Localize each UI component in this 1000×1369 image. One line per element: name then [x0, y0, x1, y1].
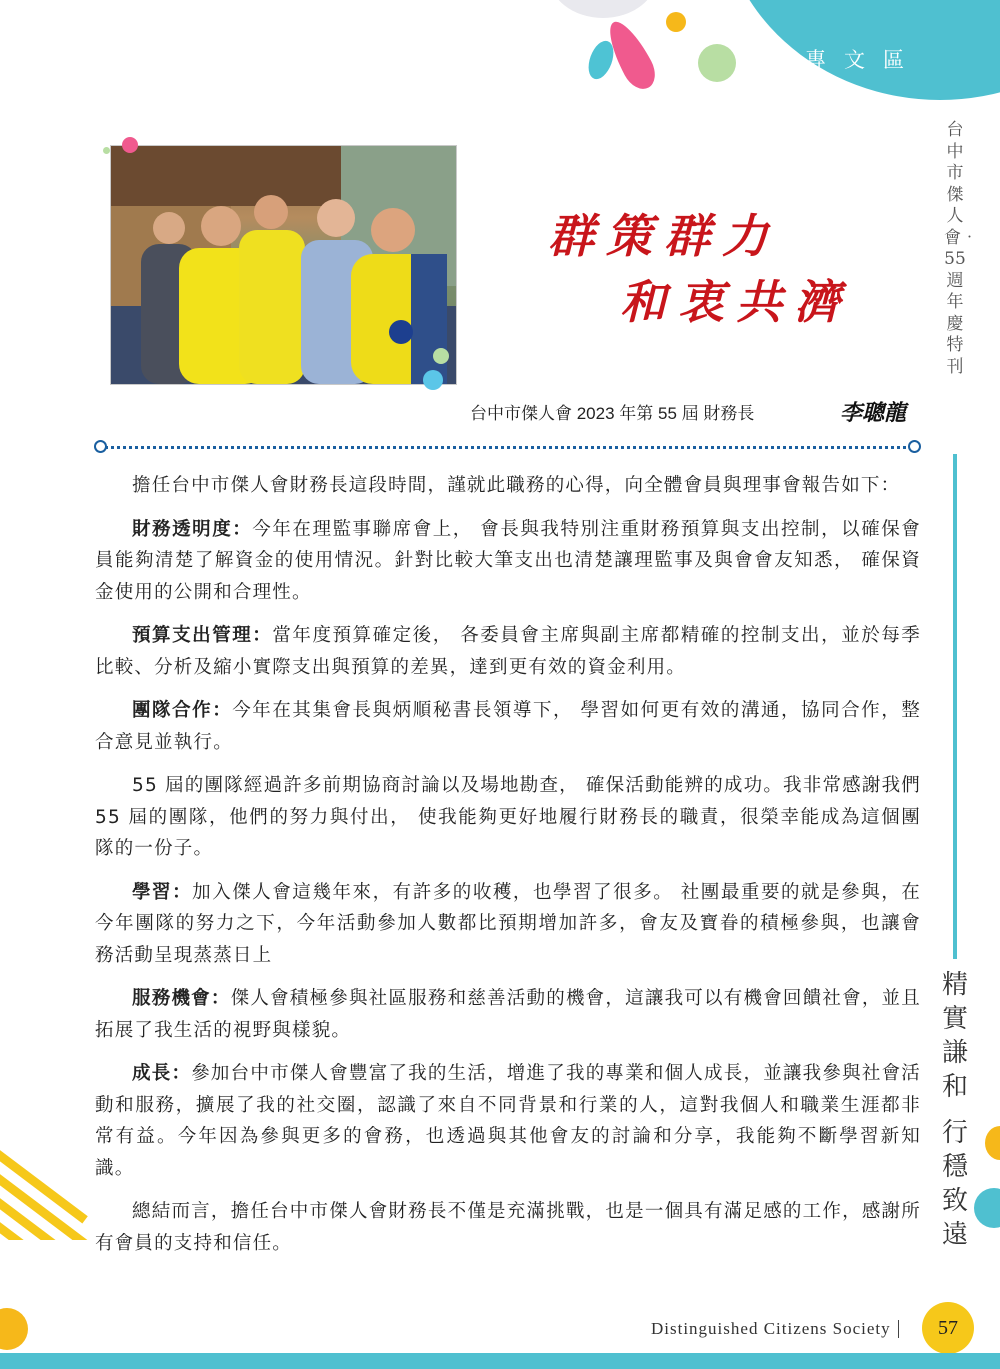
article-body: [95, 470, 921, 1271]
paragraph: 財務透明度：今年在理監事聯席會上， 會長與我特別注重財務預算與支出控制，以確保會員能夠清楚了解資金的使用情況。針對比較大筆支出也清楚讓理監事及與會會友知悉， 確保資金使用的公開和合理性。: [95, 518, 921, 603]
paragraph: 預算支出管理：當年度預算確定後， 各委員會主席與副主席都精確的控制支出，並於每季比較、分析及縮小實際支出與預算的差異，達到更有效的資金利用。: [95, 625, 921, 678]
paragraph: 學習：加入傑人會這幾年來，有許多的收穫，也學習了很多。 社團最重要的就是參與，在今年團隊的努力之下，今年活動參加人數都比預期增加許多，會友及寶眷的積極參與，也讓會務活動呈現蒸蒸日上: [95, 881, 921, 966]
group-photo: [110, 145, 457, 385]
paragraph-lead: 財務透明度：: [132, 518, 253, 540]
photo-decor-dot: [122, 137, 138, 153]
paragraph: 服務機會：傑人會積極參與社區服務和慈善活動的機會，這讓我可以有機會回饋社會，並且拓展了我生活的視野與樣貌。: [95, 988, 921, 1041]
paragraph: 總結而言，擔任台中市傑人會財務長不僅是充滿挑戰，也是一個具有滿足感的工作，感謝所有會員的支持和信任。: [95, 1201, 921, 1254]
decorative-teal-dot: [974, 1188, 1000, 1228]
motto-line-2: 行穩致遠: [941, 1118, 968, 1250]
section-label: 專文區: [805, 48, 922, 72]
publication-title-vertical: 台中市傑人會‧55週年慶特刊: [944, 120, 978, 377]
sidebar-accent-bar: [953, 454, 957, 959]
divider-end-left: [94, 440, 107, 453]
photo-decor-dot: [433, 348, 449, 364]
paragraph-lead: 預算支出管理：: [132, 625, 273, 646]
decorative-green-dot: [698, 44, 736, 82]
page-number: 57: [922, 1302, 974, 1354]
paragraph: 團隊合作：今年在其集會長與炳順秘書長領導下， 學習如何更有效的溝通，協同合作，整合意見並執行。: [95, 700, 921, 753]
decorative-orange-dot: [985, 1126, 1000, 1160]
paragraph-lead: 團隊合作：: [132, 700, 233, 721]
divider-end-right: [908, 440, 921, 453]
paragraph-lead: 服務機會：: [132, 988, 231, 1009]
decorative-orange-dot: [0, 1308, 28, 1350]
dotted-divider: [100, 446, 918, 449]
paragraph: 55 屆的團隊經過許多前期協商討論以及場地勘查， 確保活動能辨的成功。我非常感謝我們 55 屆的團隊，他們的努力與付出， 使我能夠更好地履行財務長的職責，很榮幸能成為這個團隊的一份子。: [95, 775, 921, 859]
paragraph-lead: 學習：: [132, 881, 193, 903]
title-line-2: 和衷共濟: [620, 275, 852, 329]
author-name: 李聰龍: [840, 400, 907, 426]
society-name: Distinguished Citizens Society: [651, 1319, 891, 1338]
paragraph: 成長：參加台中市傑人會豐富了我的生活，增進了我的專業和個人成長，並讓我參與社會活動和服務，擴展了我的社交圈，認識了來自不同背景和行業的人，這對我個人和職業生涯都非常有益。今年因為參與更多的會務，也透過與其他會友的討論和分享，我能夠不斷學習新知識。: [95, 1063, 921, 1179]
footer-separator: [898, 1320, 899, 1338]
title-line-1: 群策群力: [548, 209, 780, 263]
byline: 台中市傑人會 2023 年第 55 屆 財務長: [470, 404, 755, 423]
footer-band: [0, 1353, 1000, 1369]
photo-decor-dot: [423, 370, 443, 390]
paragraph-lead: 成長：: [132, 1063, 192, 1084]
decorative-gray-circle: [548, 0, 658, 18]
paragraph: 擔任台中市傑人會財務長這段時間，謹就此職務的心得，向全體會員與理事會報告如下：: [132, 475, 901, 496]
decorative-stripes: [0, 1130, 90, 1240]
photo-decor-dot: [103, 147, 110, 154]
motto-line-1: 精實謙和: [941, 970, 968, 1102]
decorative-orange-dot: [666, 12, 686, 32]
